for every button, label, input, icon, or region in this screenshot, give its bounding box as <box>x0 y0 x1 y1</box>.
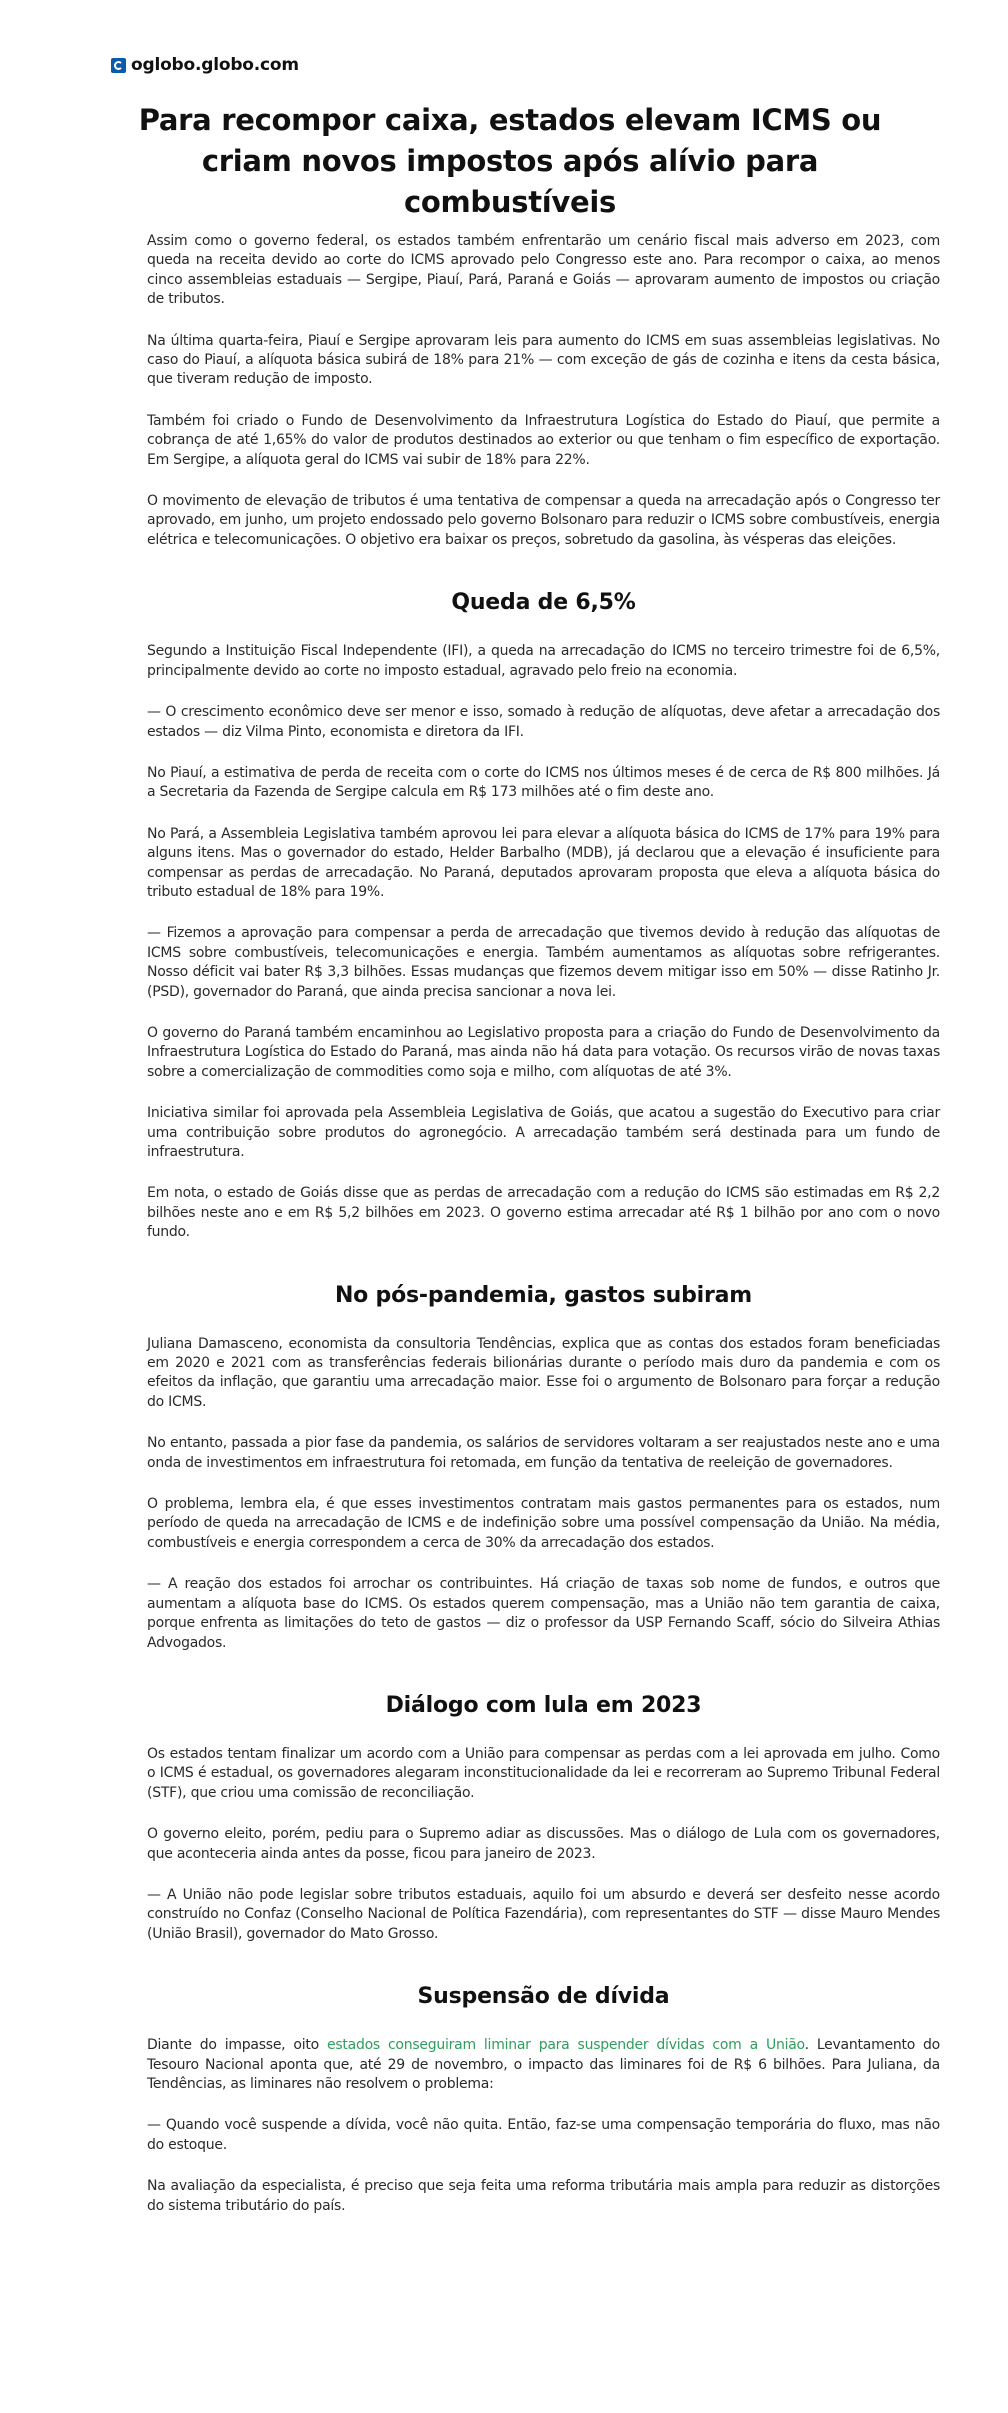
article-paragraph: Os estados tentam finalizar um acordo com a União para compensar as perdas com a lei aprovada em julho. Como o ICMS é estadual, os governadores alegaram inconstitucionalidade da lei e recorreram ao Supremo Tribunal Federal (STF), que criou uma comissão de reconciliação. <box>147 1745 940 1801</box>
article-paragraph: Assim como o governo federal, os estados também enfrentarão um cenário fiscal mais adverso em 2023, com queda na receita devido ao corte do ICMS aprovado pelo Congresso este ano. Para recompor o caixa, ao menos cinco assembleias estaduais — Sergipe, Piauí, Pará, Paraná e Goiás — aprovaram aumento de impostos ou criação de tributos. <box>147 233 940 308</box>
article-paragraph: Na avaliação da especialista, é preciso que seja feita uma reforma tributária mais ampla para reduzir as distorções do sistema tributário do país. <box>147 2178 940 2214</box>
article-paragraph: O movimento de elevação de tributos é uma tentativa de compensar a queda na arrecadação após o Congresso ter aprovado, em junho, um projeto endossado pelo governo Bolsonaro para reduzir o ICMS sobre combustíveis, energia elétrica e telecomunicações. O objetivo era baixar os preços, sobretudo da gasolina, às vésperas das eleições. <box>147 493 940 548</box>
article-paragraph: — O crescimento econômico deve ser menor e isso, somado à redução de alíquotas, deve afetar a arrecadação dos estados — diz Vilma Pinto, economista e diretora da IFI. <box>147 704 940 740</box>
article-paragraph: O governo do Paraná também encaminhou ao Legislativo proposta para a criação do Fundo de Desenvolvimento da Infraestrutura Logística do Estado do Paraná, mas ainda não há data para votação. Os recursos virão de novas taxas sobre a comercialização de commodities como soja e milho, com alíquotas de até 3%. <box>147 1024 940 1080</box>
article-paragraph: Na última quarta-feira, Piauí e Sergipe aprovaram leis para aumento do ICMS em suas assembleias legislativas. No caso do Piauí, a alíquota básica subirá de 18% para 21% — com exceção de gás de cozinha e itens da cesta básica, que tiveram redução de imposto. <box>147 332 940 388</box>
related-article-link[interactable]: estados conseguiram liminar para suspender dívidas com a União <box>326 2037 805 2054</box>
paragraph-text: . Levantamento do Tesouro Nacional aponta que, até 29 de novembro, o impacto das liminares foi de R$ 6 bilhões. Para Juliana, da Tendências, as liminares não resolvem o problema: <box>147 2037 940 2092</box>
article-paragraph: No entanto, passada a pior fase da pandemia, os salários de servidores voltaram a ser reajustados neste ano e uma onda de investimentos em infraestrutura foi retomada, em função da tentativa de reeleição de governadores. <box>147 1435 940 1471</box>
article-paragraph: Também foi criado o Fundo de Desenvolvimento da Infraestrutura Logística do Estado do Piauí, que permite a cobrança de até 1,65% do valor de produtos destinados ao exterior ou que tenham o fim específico de exportação. Em Sergipe, a alíquota geral do ICMS vai subir de 18% para 22%. <box>147 412 940 468</box>
section-heading: Queda de 6,5% <box>451 590 636 616</box>
site-name[interactable]: oglobo.globo.com <box>131 55 299 75</box>
article-paragraph: No Piauí, a estimativa de perda de receita com o corte do ICMS nos últimos meses é de cerca de R$ 800 milhões. Já a Secretaria da Fazenda de Sergipe calcula em R$ 173 milhões até o fim deste ano. <box>147 764 940 801</box>
article-paragraph: O problema, lembra ela, é que esses investimentos contratam mais gastos permanentes para os estados, num período de queda na arrecadação de ICMS e de indefinição sobre uma possível compensação da União. Na média, combustíveis e energia correspondem a cerca de 30% da arrecadação dos estados. <box>147 1496 940 1551</box>
article-headline: Para recompor caixa, estados elevam ICMS ou criam novos impostos após alívio para combustíveis <box>138 103 882 219</box>
article-paragraph: No Pará, a Assembleia Legislativa também aprovou lei para elevar a alíquota básica do ICMS de 17% para 19% para alguns itens. Mas o governador do estado, Helder Barbalho (MDB), já declarou que a elevação é insuficiente para compensar as perdas de arrecadação. No Paraná, deputados aprovaram proposta que eleva a alíquota básica do tributo estadual de 18% para 19%. <box>147 825 940 900</box>
section-heading: Suspensão de dívida <box>417 1984 670 2010</box>
article-paragraph: — A União não pode legislar sobre tributos estaduais, aquilo foi um absurdo e deverá ser desfeito nesse acordo construído no Confaz (Conselho Nacional de Política Fazendária), com representantes do STF — disse Mauro Mendes (União Brasil), governador do Mato Grosso. <box>147 1886 940 1942</box>
article-paragraph: Segundo a Instituição Fiscal Independente (IFI), a queda na arrecadação do ICMS no terceiro trimestre foi de 6,5%, principalmente devido ao corte no imposto estadual, agravado pelo freio na economia. <box>147 643 940 679</box>
article-paragraph: O governo eleito, porém, pediu para o Supremo adiar as discussões. Mas o diálogo de Lula com os governadores, que aconteceria ainda antes da posse, ficou para janeiro de 2023. <box>147 1826 940 1862</box>
article-paragraph: Iniciativa similar foi aprovada pela Assembleia Legislativa de Goiás, que acatou a sugestão do Executivo para criar uma contribuição sobre produtos do agronegócio. A arrecadação também será destinada para um fundo de infraestrutura. <box>147 1105 940 1160</box>
paragraph-text: Diante do impasse, oito <box>147 2037 327 2054</box>
article-paragraph: Juliana Damasceno, economista da consultoria Tendências, explica que as contas dos estados foram beneficiadas em 2020 e 2021 com as transferências federais bilionárias durante o período mais duro da pandemia e com os efeitos da inflação, que garantiu uma arrecadação maior. Esse foi o argumento de Bolsonaro para forçar a redução do ICMS. <box>147 1335 940 1410</box>
article-paragraph: — Fizemos a aprovação para compensar a perda de arrecadação que tivemos devido à redução das alíquotas de ICMS sobre combustíveis, telecomunicações e energia. Também aumentamos as alíquotas sobre refrigerantes. Nosso déficit vai bater R$ 3,3 bilhões. Essas mudanças que fizemos devem mitigar isso em 50% — disse Ratinho Jr. (PSD), governador do Paraná, que ainda precisa sancionar a nova lei. <box>147 925 940 1000</box>
section-heading: Diálogo com lula em 2023 <box>385 1692 702 1718</box>
article-paragraph: Em nota, o estado de Goiás disse que as perdas de arrecadação com a redução do ICMS são estimadas em R$ 2,2 bilhões neste ano e em R$ 5,2 bilhões em 2023. O governo estima arrecadar até R$ 1 bilhão por ano com o novo fundo. <box>147 1185 940 1241</box>
article-paragraph: — A reação dos estados foi arrochar os contribuintes. Há criação de taxas sob nome de fundos, e outros que aumentam a alíquota base do ICMS. Os estados querem compensação, mas a União não tem garantia de caixa, porque enfrenta as limitações do teto de gastos — diz o professor da USP Fernando Scaff, sócio do Silveira Athias Advogados. <box>147 1576 940 1651</box>
article-paragraph: — Quando você suspende a dívida, você não quita. Então, faz-se uma compensação temporária do fluxo, mas não do estoque. <box>147 2117 940 2153</box>
section-heading: No pós-pandemia, gastos subiram <box>334 1282 753 1308</box>
oglobo-logo-icon[interactable] <box>111 58 126 73</box>
article-body <box>147 232 940 2238</box>
article-paragraph-with-link <box>147 2036 940 2094</box>
site-header <box>111 54 299 76</box>
